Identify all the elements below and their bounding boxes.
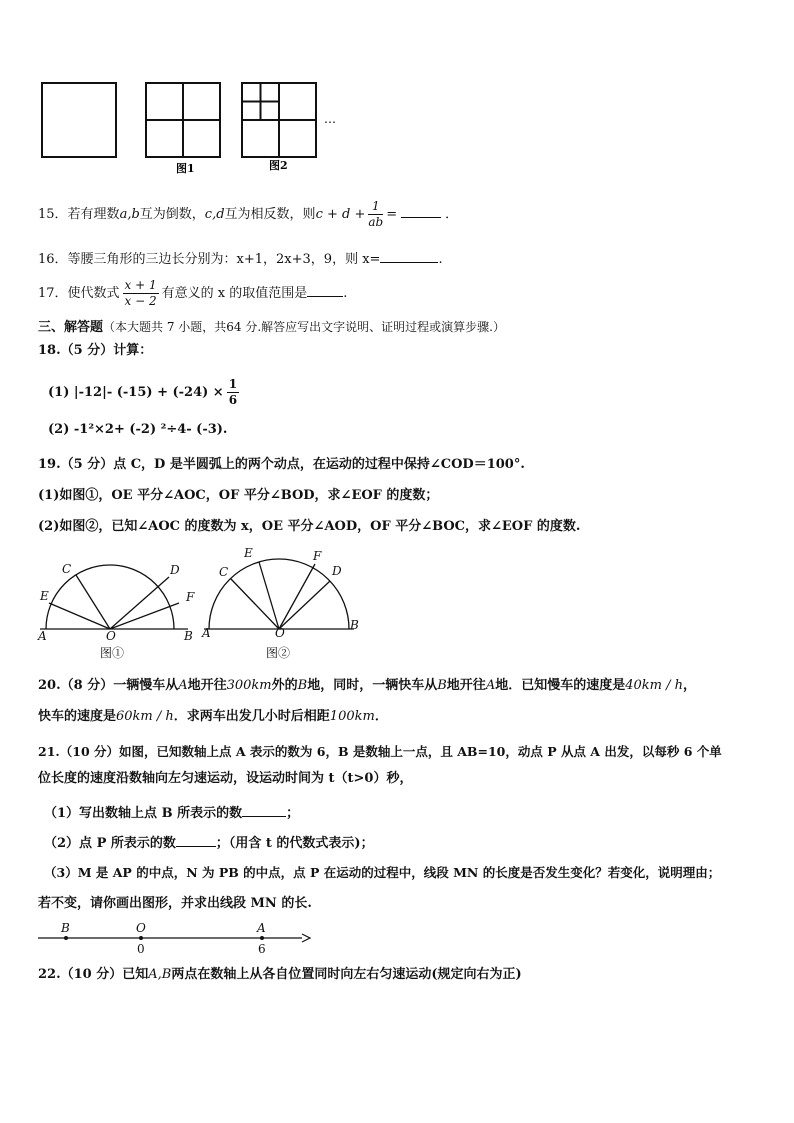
label-F: F (186, 590, 195, 604)
square-figures (36, 78, 356, 178)
answer-blank[interactable] (401, 205, 441, 218)
question-20-line2: 快车的速度是60km / h．求两车出发几小时后相距100km． (38, 709, 388, 724)
question-18-title: 18.（5 分）计算： (38, 343, 153, 358)
question-19-title: 19.（5 分）点 C，D 是半圆弧上的两个动点，在运动的过程中保持∠COD＝100°. (38, 457, 525, 472)
label-A: A (38, 629, 47, 643)
label-E: E (244, 547, 253, 560)
question-21-line1: 21.（10 分）如图，已知数轴上点 A 表示的数为 6，B 是数轴上一点，且 AB=10，动点 P 从点 A 出发，以每秒 6 个单 (38, 744, 722, 759)
section-3-heading: 三、解答题（本大题共 7 小题，共64 分.解答应写出文字说明、证明过程或演算步骤.） (38, 320, 505, 335)
answer-blank[interactable] (380, 250, 438, 263)
question-16: 16．等腰三角形的三边长分别为：x+1，2x+3，9，则 x= . (38, 252, 443, 267)
label-O: O (275, 626, 285, 640)
label-B: B (350, 618, 359, 632)
question-18-part2: (2) -1²×2+ (-2) ²÷4- (-3). (48, 422, 228, 437)
fraction-x-expr: $\frac{x + 1}{x - 2}$ (124, 278, 157, 308)
question-19-part2: (2)如图②，已知∠AOC 的度数为 x，OE 平分∠AOD，OF 平分∠BOC，求∠EOF 的度数. (38, 519, 581, 534)
answer-blank[interactable] (307, 284, 343, 297)
tick-six: 6 (258, 942, 266, 956)
label-A: A (202, 626, 211, 640)
ellipsis: … (324, 112, 336, 126)
question-20-line1: 20.（8 分）一辆慢车从A地开往300km外的B地，同时，一辆快车从B地开往A地．已知慢车的速度是40km / h， (38, 678, 696, 693)
question-19-part1: (1)如图①，OE 平分∠AOC，OF 平分∠BOD，求∠EOF 的度数； (38, 488, 439, 503)
number-line (36, 920, 316, 956)
fig2-caption: 图② (266, 646, 291, 660)
fig1-caption: 图① (100, 646, 125, 660)
semicircle-figures (36, 547, 366, 665)
label-D: D (170, 563, 180, 577)
question-21-part3-line2: 若不变，请你画出图形，并求出线段 MN 的长. (38, 896, 312, 911)
label-D: D (332, 564, 342, 578)
question-18-part1: (1) |-12|- (-15) + (-24) × $\frac{1}{6}$ (48, 377, 238, 407)
question-17: 17．使代数式 $\frac{x + 1}{x - 2}$ 有意义的 x 的取值范围是 . (38, 278, 348, 308)
label-A: A (257, 921, 266, 935)
square-original (42, 83, 116, 157)
label-O: O (106, 629, 116, 643)
fraction-1-over-ab: $\frac{1}{ab}$ (368, 199, 384, 229)
fraction-1-over-6: $\frac{1}{6}$ (228, 377, 238, 407)
fig2-caption: 图2 (269, 159, 288, 172)
label-O: O (136, 921, 146, 935)
label-C: C (62, 562, 72, 576)
label-C: C (219, 565, 229, 579)
label-B: B (184, 629, 193, 643)
answer-blank[interactable] (176, 834, 216, 847)
question-21-line2: 位长度的速度沿数轴向左匀速运动，设运动时间为 t（t>0）秒， (38, 771, 413, 786)
label-E: E (40, 589, 49, 603)
label-B: B (61, 921, 70, 935)
question-21-part3-line1: （3）M 是 AP 的中点，N 为 PB 的中点，点 P 在运动的过程中，线段 MN 的长度是否发生变化？若变化，说明理由； (44, 865, 721, 880)
answer-blank[interactable] (242, 804, 286, 817)
question-21-part2: （2）点 P 所表示的数 ；（用含 t 的代数式表示)； (44, 836, 374, 851)
tick-zero: 0 (137, 942, 145, 956)
fig1-caption: 图1 (176, 162, 195, 175)
question-15: 15．若有理数a,b互为倒数，c,d互为相反数，则c + d + $\frac{1}{ab}$ = ． (38, 199, 459, 229)
question-21-part1: （1）写出数轴上点 B 所表示的数 ； (44, 806, 300, 821)
label-F: F (313, 549, 322, 563)
question-22: 22.（10 分）已知A,B两点在数轴上从各自位置同时向左右匀速运动(规定向右为正) (38, 967, 522, 982)
